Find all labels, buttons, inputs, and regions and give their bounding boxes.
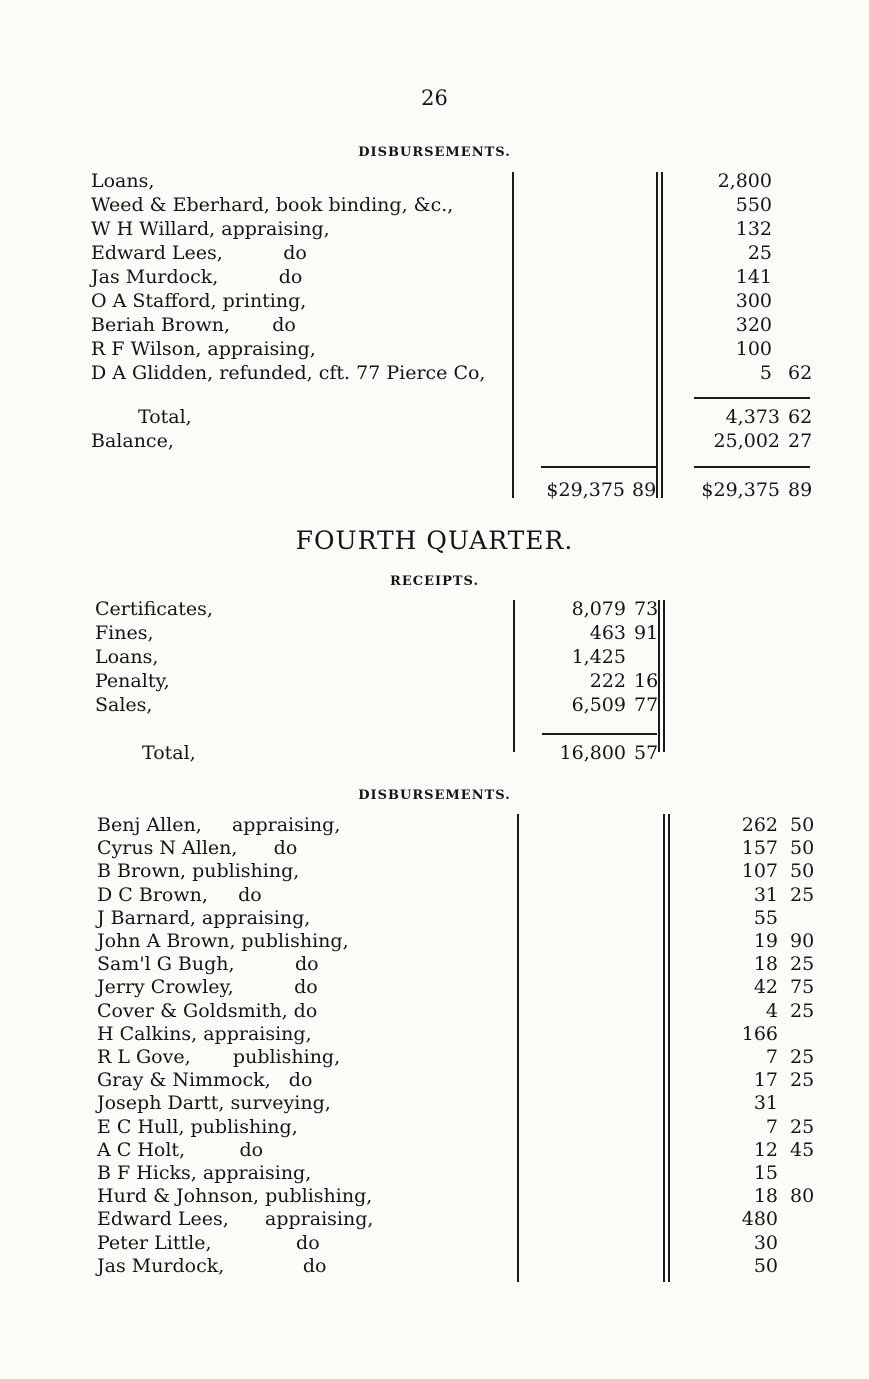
row-dollars: 2,800 [717,170,772,192]
row-dollars: 300 [735,290,772,312]
grand-left-cents: 89 [632,479,657,501]
ledger-row [0,290,869,313]
sum-rule [694,466,810,468]
row-name: H Calkins, appraising, [97,1022,312,1045]
row-name: Sales, [95,694,153,716]
ledger-row [0,170,869,193]
row-dollars: 7 [765,1046,778,1068]
row-name: Benj Allen, appraising, [97,814,341,836]
row-dollars: 12 [753,1138,778,1161]
ledger-row [0,1046,869,1069]
ledger-row [0,953,869,976]
ledger-row [0,362,869,385]
page-number: 26 [421,86,448,110]
row-name: R F Wilson, appraising, [91,338,316,360]
total-dollars: 4,373 [725,406,780,428]
balance-dollars: 25,002 [713,430,780,452]
ledger-row [0,1000,869,1023]
row-name: Joseph Dartt, surveying, [97,1092,331,1115]
row-dollars: 463 [589,622,626,644]
row-dollars: 55 [753,906,778,929]
ledger-row [0,1232,869,1255]
row-dollars: 18 [753,1185,778,1208]
row-cents: 25 [790,883,815,906]
ledger-row [0,1185,869,1208]
row-cents: 50 [790,814,815,836]
ledger-row [0,837,869,860]
row-dollars: 132 [735,218,772,240]
row-dollars: 19 [753,930,778,952]
grand-left-dollars: $29,375 [546,479,625,501]
ledger-row [0,1069,869,1092]
row-cents: 91 [634,622,659,644]
row-name: A C Holt, do [97,1138,264,1161]
ledger-row [0,814,869,837]
row-name: Jas Murdock, do [91,266,303,288]
row-cents: 25 [790,1046,815,1068]
row-dollars: 262 [741,814,778,836]
sum-rule [542,733,657,735]
row-name: Loans, [95,646,159,668]
row-dollars: 4 [765,999,778,1022]
row-cents: 25 [790,953,815,976]
ledger-row [0,694,869,717]
row-dollars: 50 [753,1254,778,1277]
ledger-row [0,976,869,999]
row-dollars: 166 [741,1022,778,1045]
sum-rule [694,397,810,399]
row-dollars: 15 [753,1162,778,1184]
row-name: Cyrus N Allen, do [97,837,298,860]
ledger-row [0,1116,869,1139]
row-dollars: 31 [753,883,778,906]
row-dollars: 8,079 [571,598,626,620]
receipts-total-label: Total, [142,742,196,764]
ledger-row [0,1208,869,1231]
row-name: B Brown, publishing, [97,860,300,883]
balance-cents: 27 [788,430,813,452]
row-name: Jerry Crowley, do [97,976,318,999]
ledger-row [0,194,869,217]
row-name: Certificates, [95,598,213,620]
row-name: Jas Murdock, do [97,1254,327,1277]
row-name: D A Glidden, refunded, cft. 77 Pierce Co, [91,362,486,384]
row-name: O A Stafford, printing, [91,290,307,312]
grand-right-cents: 89 [788,479,813,501]
ledger-row [0,1162,869,1185]
row-name: Cover & Goldsmith, do [97,999,318,1022]
row-name: B F Hicks, appraising, [97,1162,312,1184]
balance-label: Balance, [91,430,174,452]
receipts-total-dollars: 16,800 [559,742,626,764]
ledger-row [0,646,869,669]
grand-right-dollars: $29,375 [701,479,780,501]
quarter-title: FOURTH QUARTER. [295,526,574,555]
receipts-total-cents: 57 [634,742,659,764]
ledger-row [0,907,869,930]
row-dollars: 550 [735,194,772,216]
row-cents: 80 [790,1185,815,1208]
ledger-row [0,266,869,289]
ledger-row [0,242,869,265]
row-name: R L Gove, publishing, [97,1046,341,1068]
disbursements-heading-1: DISBURSEMENTS. [358,145,511,160]
row-dollars: 107 [741,860,778,883]
row-name: Fines, [95,622,154,644]
row-dollars: 141 [735,266,772,288]
row-cents: 77 [634,694,659,716]
row-cents: 25 [790,1115,815,1138]
row-dollars: 1,425 [571,646,626,668]
ledger-row [0,598,869,621]
row-dollars: 100 [735,338,772,360]
row-name: D C Brown, do [97,883,262,906]
receipts-total-row [0,742,869,765]
ledger-row [0,670,869,693]
ledger-row [0,860,869,883]
row-name: Beriah Brown, do [91,314,296,336]
row-name: Edward Lees, appraising, [97,1208,374,1231]
row-dollars: 42 [753,976,778,999]
ledger-row [0,338,869,361]
row-cents: 45 [790,1138,815,1161]
row-cents: 62 [788,362,813,384]
row-cents: 50 [790,860,815,883]
ledger-row [0,218,869,241]
ledger-row [0,1255,869,1278]
row-name: Weed & Eberhard, book binding, &c., [91,194,454,216]
row-dollars: 7 [765,1115,778,1138]
row-name: Edward Lees, do [91,242,307,264]
row-dollars: 320 [735,314,772,336]
row-cents: 25 [790,999,815,1022]
row-name: Gray & Nimmock, do [97,1069,313,1092]
row-dollars: 25 [747,242,772,264]
ledger-row [0,314,869,337]
row-cents: 50 [790,837,815,860]
row-dollars: 31 [753,1092,778,1115]
ledger-row [0,1092,869,1115]
balance-row [0,430,869,453]
sum-rule [541,466,656,468]
ledger-row [0,1139,869,1162]
total-cents: 62 [788,406,813,428]
total-label: Total, [138,406,192,428]
row-cents: 90 [790,930,815,952]
disbursements-heading-2: DISBURSEMENTS. [358,788,511,803]
row-name: Hurd & Johnson, publishing, [97,1185,373,1208]
row-name: J Barnard, appraising, [97,906,311,929]
row-dollars: 18 [753,953,778,976]
row-name: Sam'l G Bugh, do [97,953,319,976]
row-cents: 25 [790,1069,815,1092]
row-name: John A Brown, publishing, [97,930,349,952]
row-dollars: 6,509 [571,694,626,716]
row-name: Loans, [91,170,155,192]
row-dollars: 480 [741,1208,778,1231]
row-cents: 73 [634,598,659,620]
row-cents: 75 [790,976,815,999]
row-name: Penalty, [95,670,170,692]
row-dollars: 30 [753,1231,778,1254]
row-dollars: 17 [753,1069,778,1092]
total-row [0,406,869,429]
row-name: Peter Little, do [97,1231,320,1254]
row-dollars: 5 [759,362,772,384]
row-name: W H Willard, appraising, [91,218,330,240]
row-name: E C Hull, publishing, [97,1115,298,1138]
grand-total-row [0,479,869,502]
row-dollars: 157 [741,837,778,860]
ledger-row [0,884,869,907]
ledger-row [0,1023,869,1046]
row-cents: 16 [634,670,659,692]
ledger-row [0,930,869,953]
ledger-row [0,622,869,645]
receipts-heading: RECEIPTS. [390,574,479,589]
row-dollars: 222 [589,670,626,692]
